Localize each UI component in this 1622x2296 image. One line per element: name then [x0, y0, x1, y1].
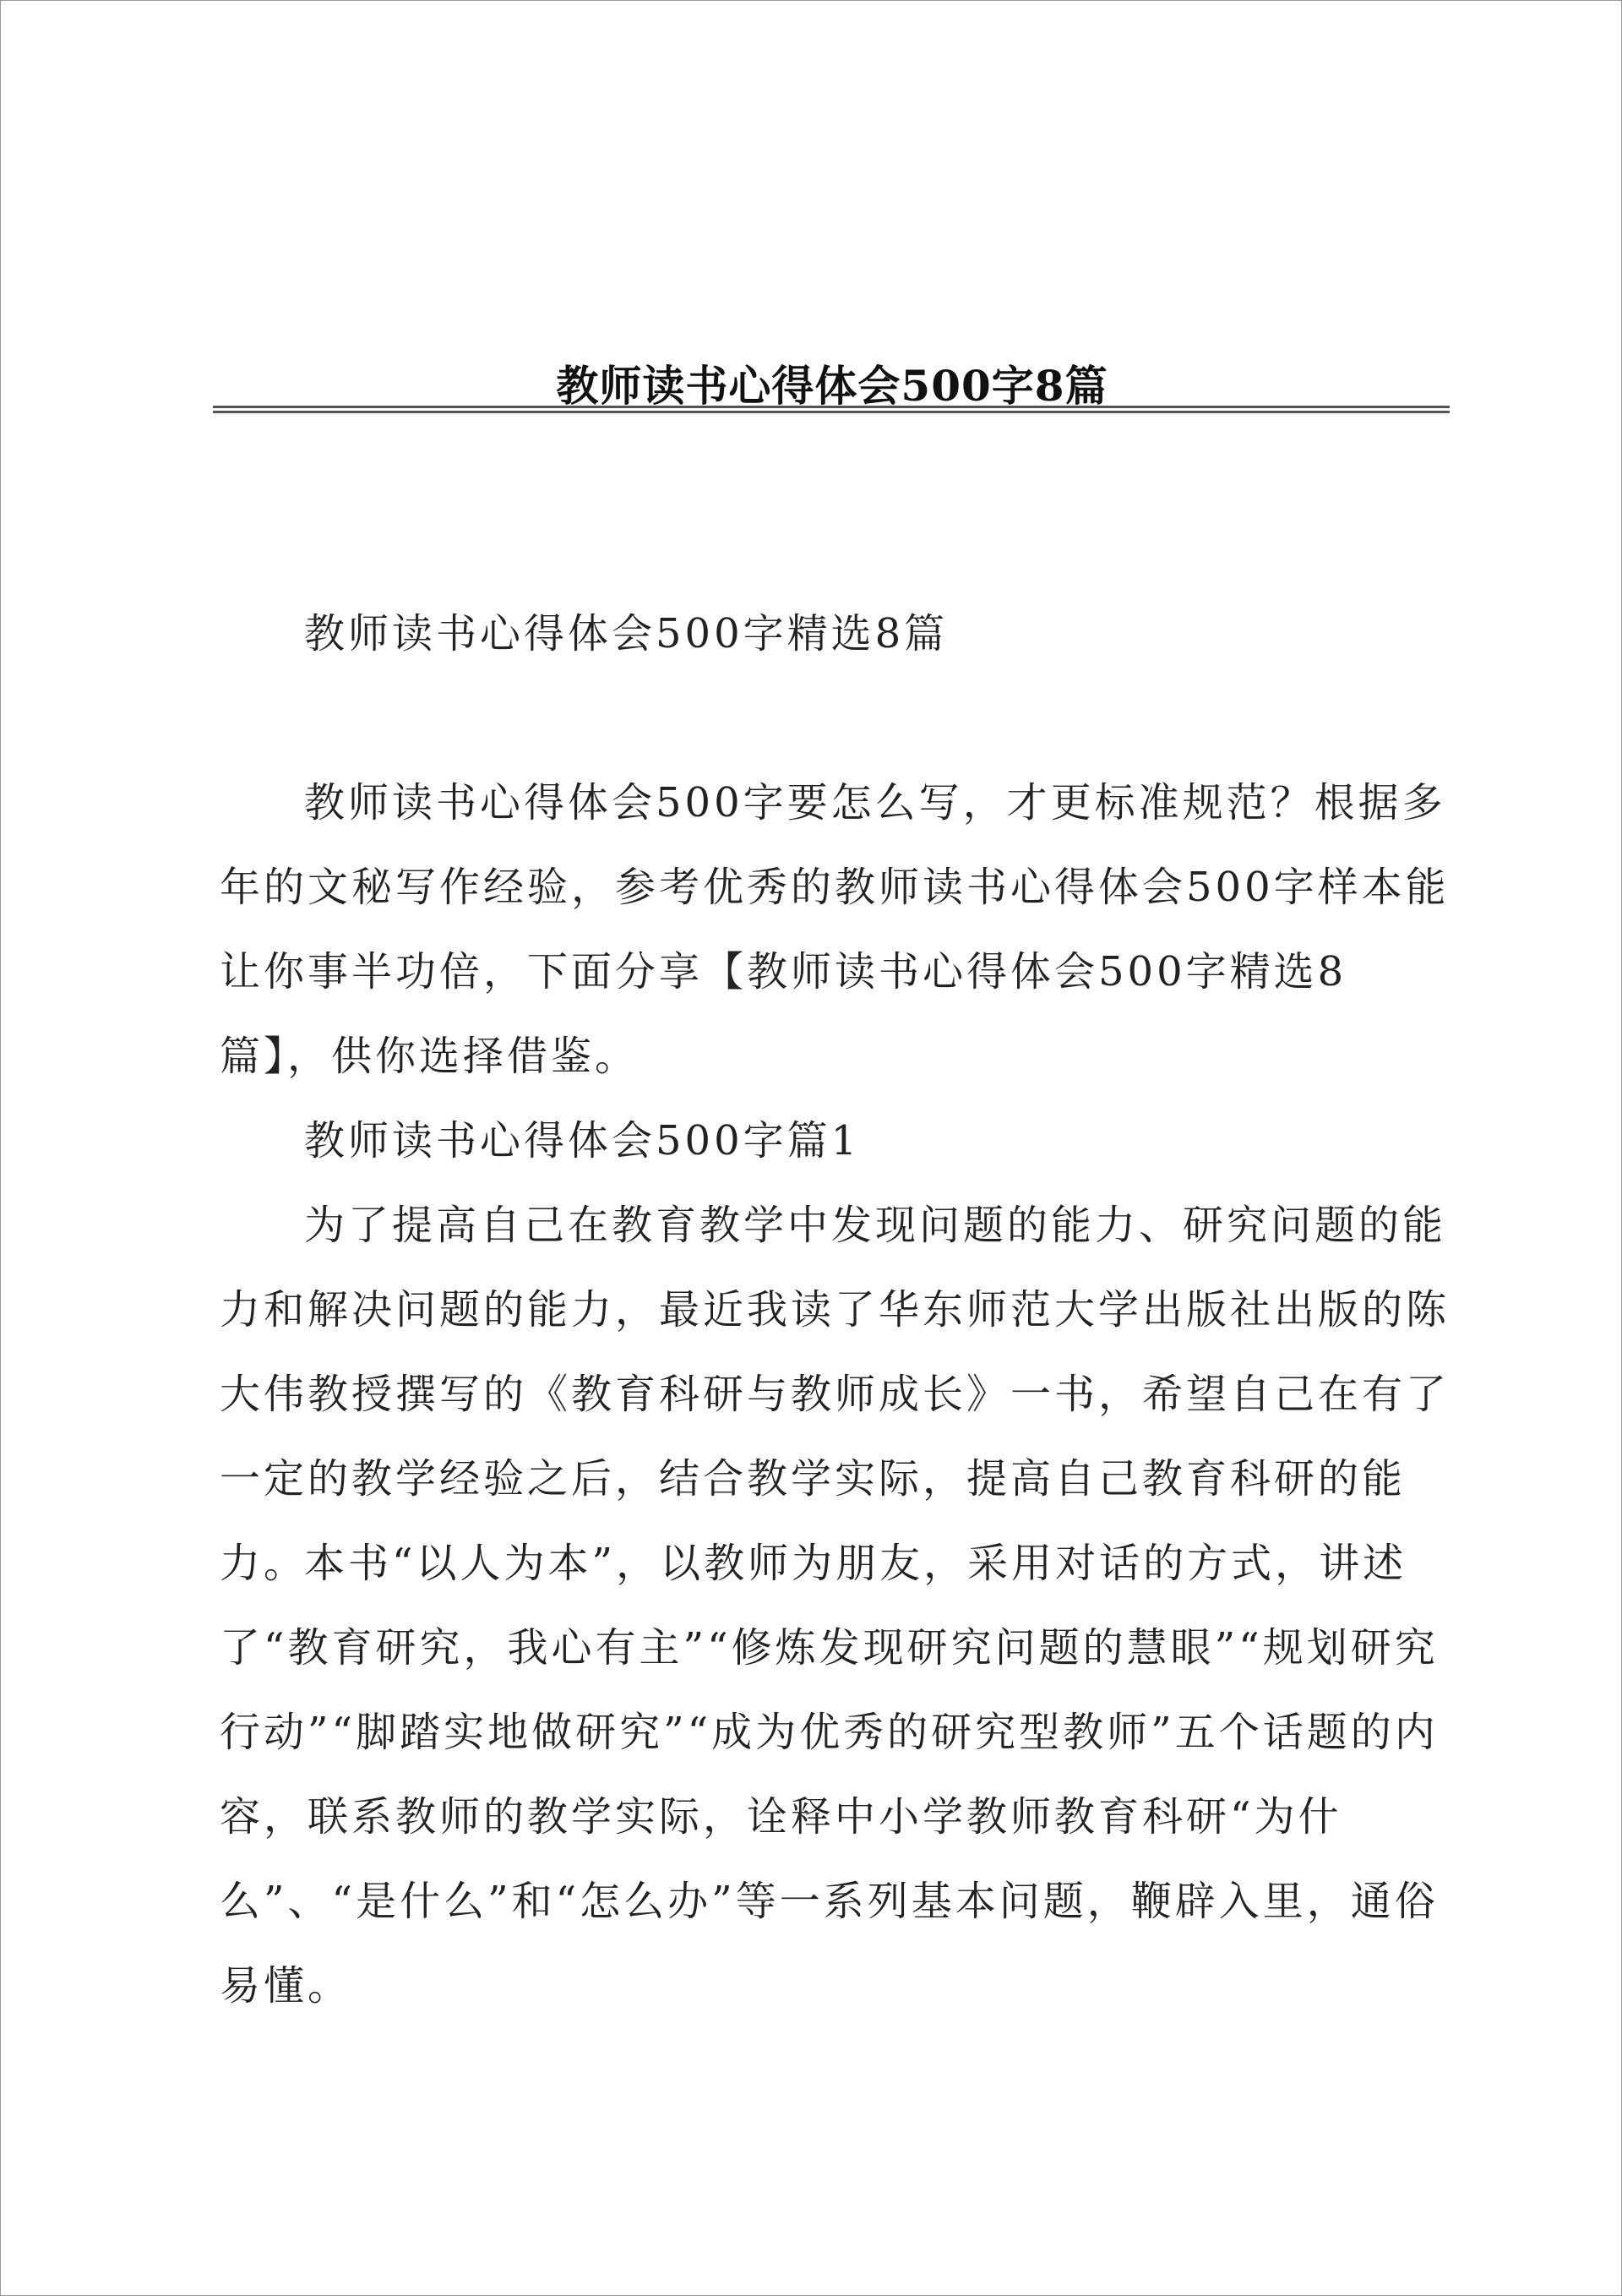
body-paragraph-2: 本书“以人为本”，以教师为朋友，采用对话的方式，讲述了“教育研究，我心有主”“修炼发现研究问题的慧眼”“规划研究行动”“脚踏实地做研究”“成为优秀的研究型教师”五个话题的内容，联系教师的教学实际，诠释中小学教师教育科研“为什么”、“是什么”和“怎么办”等一系列基本问题，鞭辟入里，通俗易懂。: [220, 1540, 1439, 2010]
document-title: 教师读书心得体会500字8篇: [556, 360, 1108, 411]
body-paragraph-1: 为了提高自己在教育教学中发现问题的能力、研究问题的能力和解决问题的能力，最近我读了华东师范大学出版社出版的陈大伟教授撰写的《教育科研与教师成长》一书，希望自己在有了一定的教学经验之后，结合教学实际，提高自己教育科研的能力。: [220, 1202, 1451, 1587]
title-divider: [213, 406, 1450, 413]
intro-paragraph: 教师读书心得体会500字要怎么写，才更标准规范？根据多年的文秘写作经验，参考优秀的教师读书心得体会500字样本能让你事半功倍，下面分享【教师读书心得体会500字精选8篇】，供你选择借鉴。: [220, 779, 1450, 1080]
section-heading: 教师读书心得体会500字篇1: [304, 1117, 861, 1164]
document-subtitle: 教师读书心得体会500字精选8篇: [304, 610, 949, 657]
